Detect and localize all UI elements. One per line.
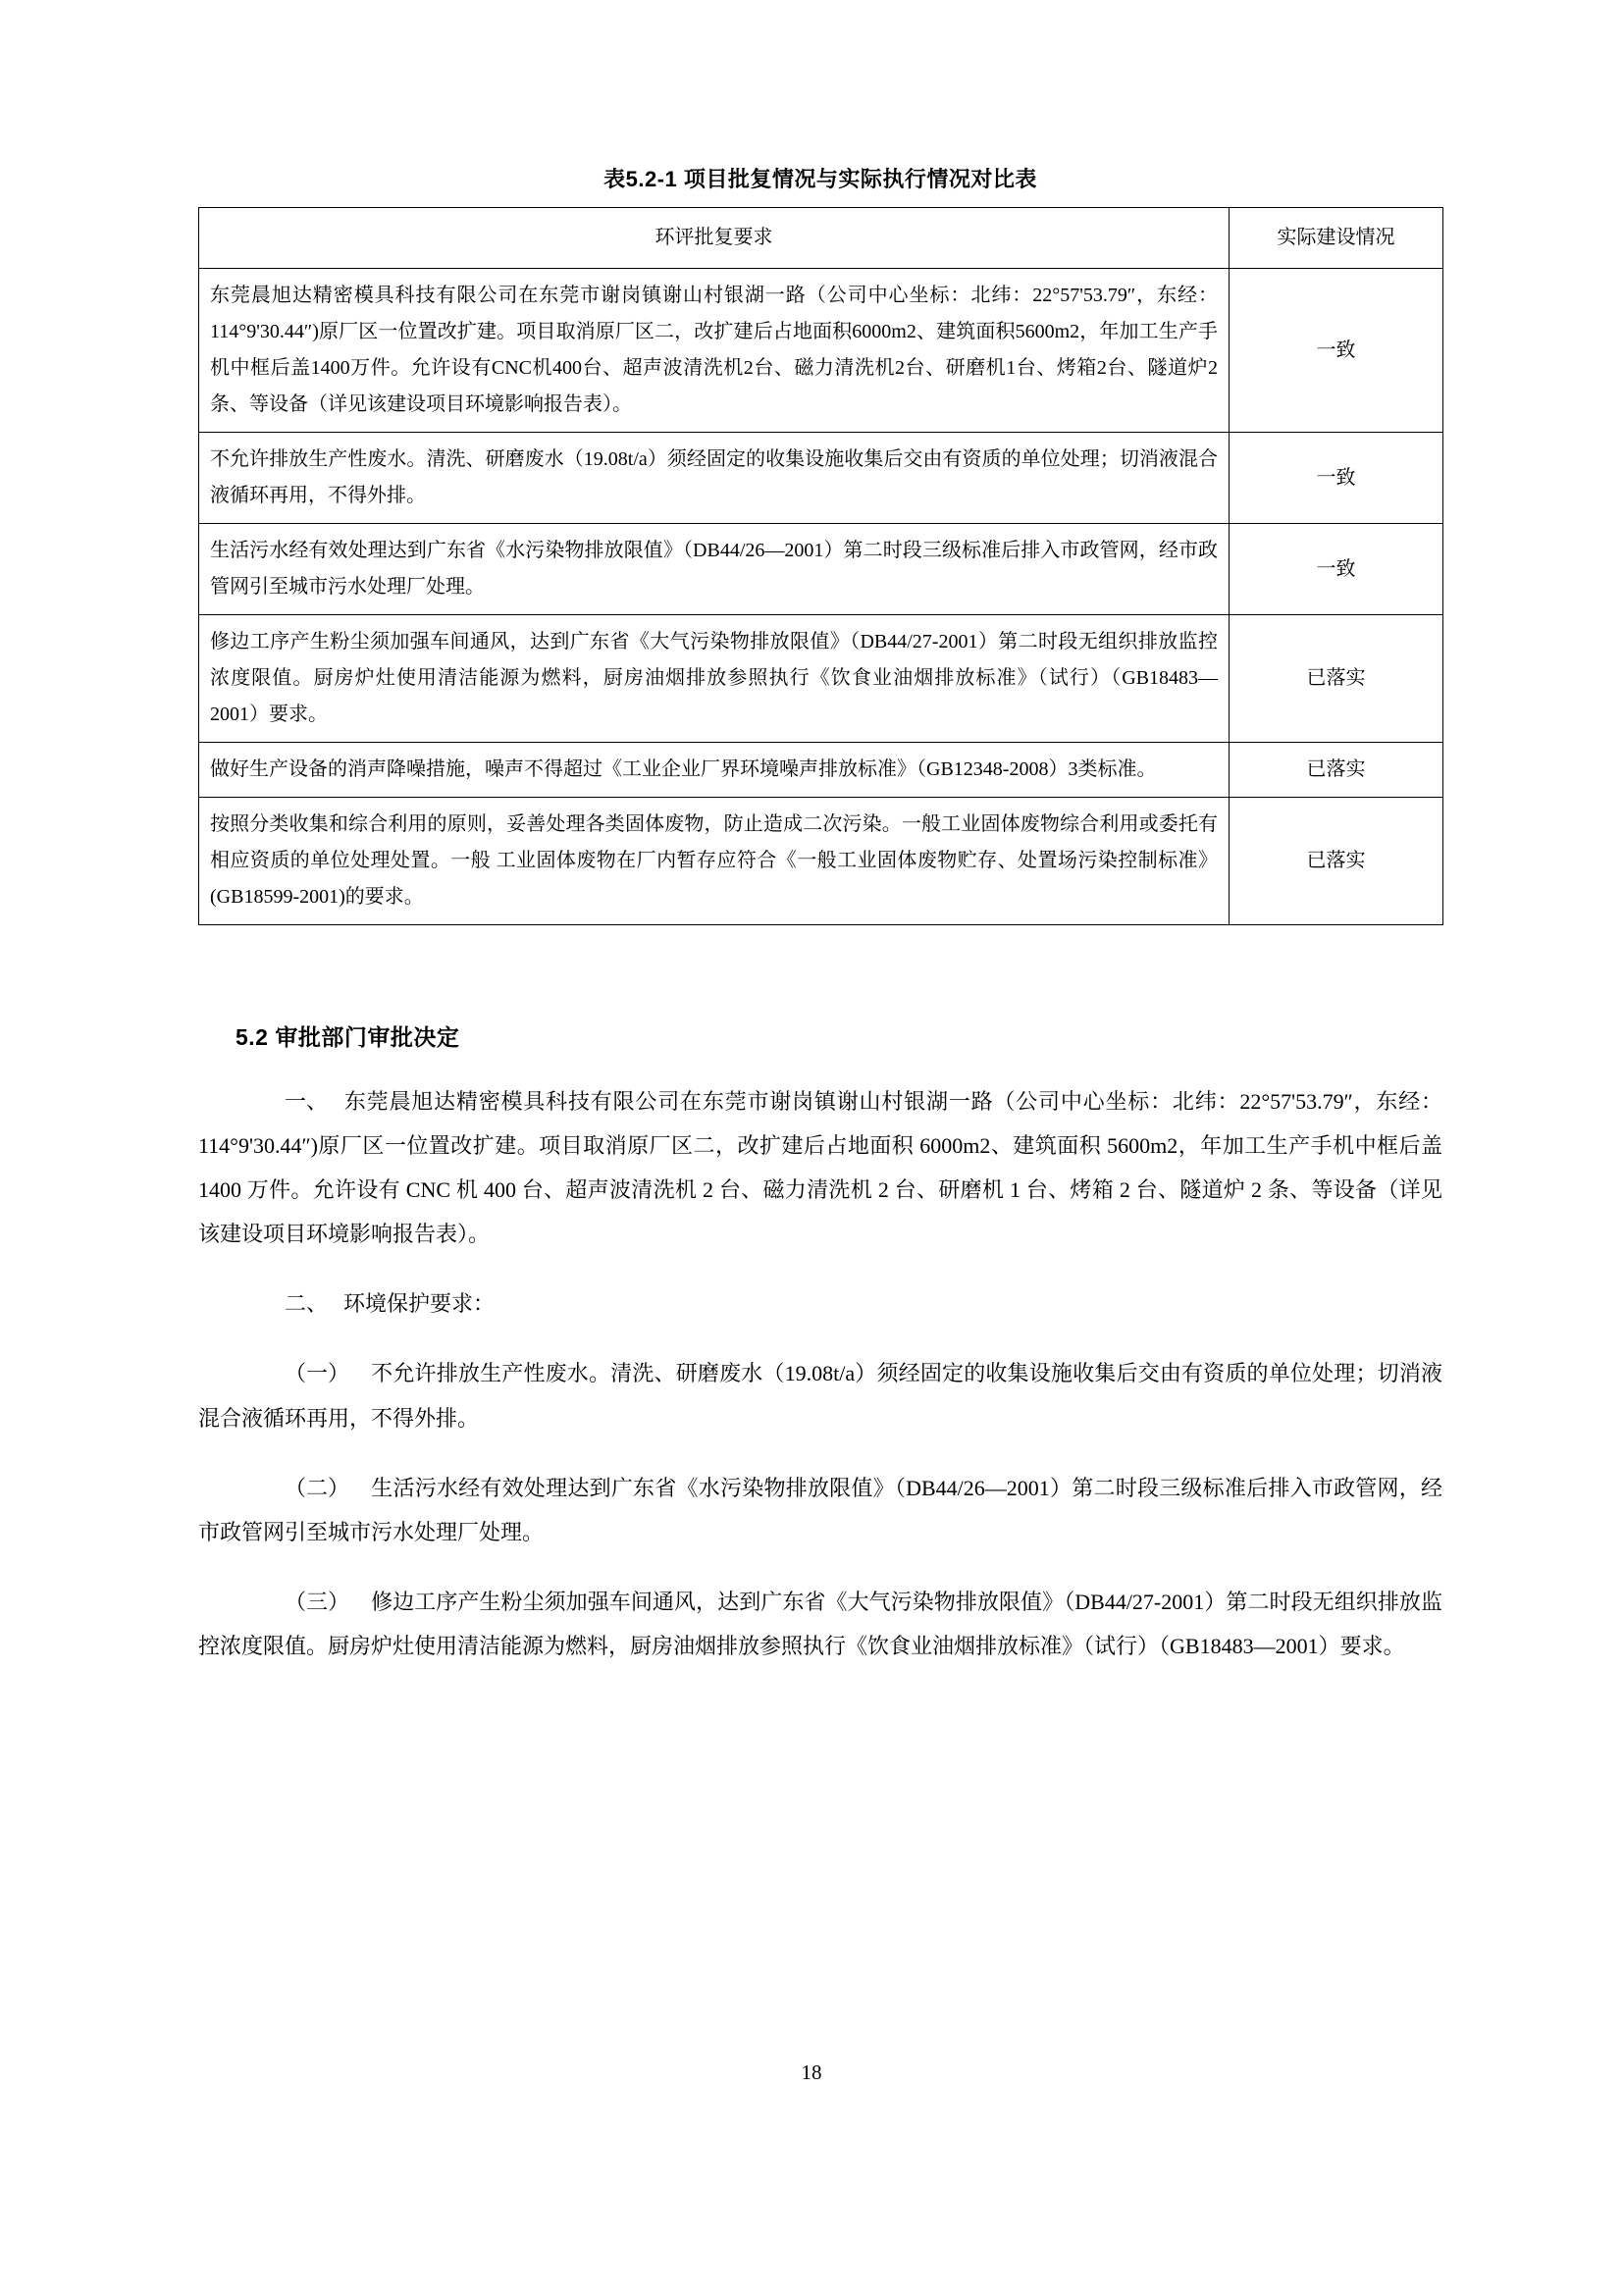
paragraph-text: 不允许排放生产性废水。清洗、研磨废水（19.08t/a）须经固定的收集设施收集后交由有资质的单位处理；切消液混合液循环再用，不得外排。: [198, 1361, 1442, 1431]
cell-requirement: 修边工序产生粉尘须加强车间通风，达到广东省《大气污染物排放限值》（DB44/27-2001）第二时段无组织排放监控浓度限值。厨房炉灶使用清洁能源为燃料，厨房油烟排放参照执行《饮食业油烟排放标准》（试行）（GB18483—2001）要求。: [199, 615, 1230, 743]
table-row: [199, 743, 1443, 798]
page-number: 18: [801, 2061, 822, 2084]
paragraph-one: [198, 1079, 1442, 1256]
cell-actual: 已落实: [1230, 798, 1443, 925]
paragraph-two: [198, 1281, 1442, 1326]
cell-requirement: 生活污水经有效处理达到广东省《水污染物排放限值》（DB44/26—2001）第二时段三级标准后排入市政管网，经市政管网引至城市污水处理厂处理。: [199, 524, 1230, 615]
paragraph-label: （三）: [285, 1589, 350, 1614]
cell-actual: 已落实: [1230, 743, 1443, 798]
paragraph-text: 修边工序产生粉尘须加强车间通风，达到广东省《大气污染物排放限值》（DB44/27-2001）第二时段无组织排放监控浓度限值。厨房炉灶使用清洁能源为燃料，厨房油烟排放参照执行《饮食业油烟排放标准》（试行）（GB18483—2001）要求。: [198, 1589, 1442, 1658]
cell-actual: 一致: [1230, 269, 1443, 433]
table-row: [199, 433, 1443, 524]
cell-requirement: 东莞晨旭达精密模具科技有限公司在东莞市谢岗镇谢山村银湖一路（公司中心坐标：北纬：22°57'53.79″，东经：114°9'30.44″)原厂区一位置改扩建。项目取消原厂区二，改扩建后占地面积6000m2、建筑面积5600m2，年加工生产手机中框后盖1400万件。允许设有CNC机400台、超声波清洗机2台、磁力清洗机2台、研磨机1台、烤箱2台、隧道炉2条、等设备（详见该建设项目环境影响报告表）。: [199, 269, 1230, 433]
table-header-row: [199, 208, 1443, 269]
paragraph-item-2: [198, 1466, 1442, 1554]
page-content: [198, 0, 1442, 1680]
paragraph-text: 环境保护要求：: [343, 1291, 496, 1317]
table-row: [199, 615, 1443, 743]
paragraph-item-1: [198, 1351, 1442, 1439]
paragraph-label: （一）: [285, 1361, 350, 1386]
paragraph-text: 生活污水经有效处理达到广东省《水污染物排放限值》（DB44/26—2001）第二时段三级标准后排入市政管网，经市政管网引至城市污水处理厂处理。: [198, 1475, 1442, 1544]
cell-requirement: 按照分类收集和综合利用的原则，妥善处理各类固体废物，防止造成二次污染。一般工业固体废物综合利用或委托有相应资质的单位处理处置。一般 工业固体废物在厂内暂存应符合《一般工业固体废物贮存、处置场污染控制标准》(GB18599-2001)的要求。: [199, 798, 1230, 925]
table-row: [199, 269, 1443, 433]
comparison-table: [198, 207, 1443, 925]
column-header-requirement: 环评批复要求: [199, 208, 1230, 269]
cell-actual: 一致: [1230, 433, 1443, 524]
paragraph-label: （二）: [285, 1475, 350, 1500]
table-row: [199, 524, 1443, 615]
cell-requirement: 做好生产设备的消声降噪措施，噪声不得超过《工业企业厂界环境噪声排放标准》（GB12348-2008）3类标准。: [199, 743, 1230, 798]
paragraph-item-3: [198, 1580, 1442, 1668]
column-header-actual: 实际建设情况: [1230, 208, 1443, 269]
paragraph-text: 东莞晨旭达精密模具科技有限公司在东莞市谢岗镇谢山村银湖一路（公司中心坐标：北纬：22°57'53.79″，东经：114°9'30.44″)原厂区一位置改扩建。项目取消原厂区二，改扩建后占地面积 6000m2、建筑面积 5600m2，年加工生产手机中框后盖 1400 万件。允许设有 CNC 机 400 台、超声波清洗机 2 台、磁力清洗机 2 台、研磨机 1 台、烤箱 2 台、隧道炉 2 条、等设备（详见该建设项目环境影响报告表）。: [198, 1089, 1442, 1247]
table-title: 表5.2-1 项目批复情况与实际执行情况对比表: [603, 167, 1037, 191]
table-row: [199, 798, 1443, 925]
cell-requirement: 不允许排放生产性废水。清洗、研磨废水（19.08t/a）须经固定的收集设施收集后交由有资质的单位处理；切消液混合液循环再用，不得外排。: [199, 433, 1230, 524]
cell-actual: 已落实: [1230, 615, 1443, 743]
paragraph-label: 二、: [285, 1291, 329, 1317]
section-heading: 5.2 审批部门审批决定: [236, 1024, 460, 1050]
paragraph-label: 一、: [285, 1089, 329, 1114]
cell-actual: 一致: [1230, 524, 1443, 615]
